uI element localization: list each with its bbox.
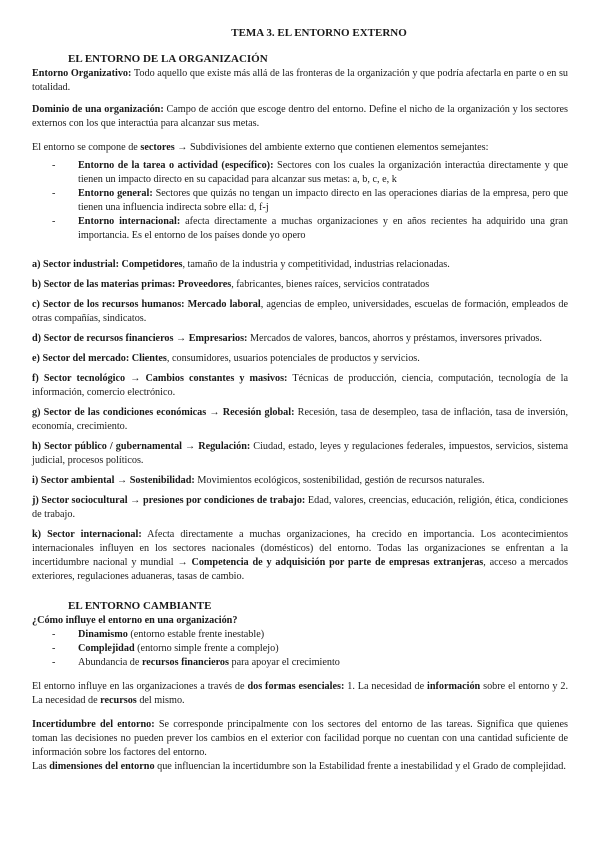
paragraph-sectores: El entorno se compone de sectores → Subdivisiones del ambiente externo que contienen elementos semejantes: (32, 142, 489, 153)
document-page (32, 26, 568, 780)
section-heading-entorno-organizacion: EL ENTORNO DE LA ORGANIZACIÓN (68, 53, 268, 65)
sector-item: f) Sector tecnológico → Cambios constantes y masivos: Técnicas de producción, ciencia, computación, tecnología de la información, comercio electrónico. (32, 373, 568, 398)
page-title: TEMA 3. EL ENTORNO EXTERNO (231, 27, 407, 39)
question-heading: ¿Cómo influye el entorno en una organización? (32, 615, 238, 626)
definition-incertidumbre: Incertidumbre del entorno: Se corresponde principalmente con los sectores del entorno de las tareas. Significa que quienes toman las decisiones no pueden prever los cambios en el exterior con facilidad porque no cuentan con una cantidad suficiente de información sobre los factores del entorno. (32, 719, 568, 758)
section-heading-entorno-cambiante: EL ENTORNO CAMBIANTE (68, 600, 212, 612)
sector-item: g) Sector de las condiciones económicas → Recesión global: Recesión, tasa de desempleo, tasa de inflación, tasa de inversión, economía, crecimiento. (32, 407, 568, 432)
influence-list (32, 628, 568, 670)
sector-item: a) Sector industrial: Competidores, tamaño de la industria y competitividad, industrias relacionadas. (32, 259, 450, 270)
definition-entorno-organizativo: Entorno Organizativo: Todo aquello que existe más allá de las fronteras de la organización y que podría afectarla en parte o en su totalidad. (32, 68, 568, 93)
sector-item: h) Sector público / gubernamental → Regulación: Ciudad, estado, leyes y regulaciones federales, impuestos, servicios, sistema judicial, procesos políticos. (32, 441, 568, 466)
sector-item: b) Sector de las materias primas: Proveedores, fabricantes, bienes raíces, servicios contratados (32, 279, 430, 290)
paragraph-dimensiones: Las dimensiones del entorno que influencian la incertidumbre son la Estabilidad frente a inestabilidad y el Grado de complejidad. (32, 761, 566, 772)
list-item: - Entorno de la tarea o actividad (específico): Sectores con los cuales la organización interactúa directamente y que tienen un impacto directo en su capacidad para alcanzar sus metas: a, b, c, e, k (78, 159, 568, 187)
paragraph-formas-esenciales: El entorno influye en las organizaciones a través de dos formas esenciales: 1. La necesidad de información sobre el entorno y 2. La necesidad de recursos del mismo. (32, 681, 568, 706)
sector-item: i) Sector ambiental → Sostenibilidad: Movimientos ecológicos, sostenibilidad, gestión de recursos naturales. (32, 475, 485, 486)
sector-item: d) Sector de recursos financieros → Empresarios: Mercados de valores, bancos, ahorros y préstamos, inversores privados. (32, 333, 542, 344)
list-item: - Abundancia de recursos financieros para apoyar el crecimiento (78, 656, 568, 670)
sector-item-internacional: k) Sector internacional: Afecta directamente a muchas organizaciones, ha crecido en importancia. Los acontecimientos internacionales influyen en los sectores nacionales (domésticos) del entorno. Todas las organizaciones se enfrentan a la incertidumbre nacional y mundial → Competencia de y adquisición por parte de empresas extranjeras, acceso a mercados exteriores, regulaciones aduaneras, tasas de cambio. (32, 529, 568, 582)
definition-dominio: Dominio de una organización: Campo de acción que escoge dentro del entorno. Define el nicho de la organización y los sectores externos con los que interactúa para alcanzar sus metas. (32, 104, 568, 129)
list-item: - Dinamismo (entorno estable frente inestable) (78, 628, 568, 642)
entorno-types-list (32, 159, 568, 243)
sector-item: c) Sector de los recursos humanos: Mercado laboral, agencias de empleo, universidades, escuelas de formación, empleados de otras compañías, sindicatos. (32, 299, 568, 324)
list-item: - Complejidad (entorno simple frente a complejo) (78, 642, 568, 656)
list-item: - Entorno internacional: afecta directamente a muchas organizaciones y en años recientes ha adquirido una gran importancia. Es el entorno de los países donde yo opero (78, 215, 568, 243)
sector-item: j) Sector sociocultural → presiones por condiciones de trabajo: Edad, valores, creencias, educación, religión, ética, condiciones de trabajo. (32, 495, 568, 520)
list-item: - Entorno general: Sectores que quizás no tengan un impacto directo en las operaciones diarias de la empresa, pero que tienen una influencia indirecta sobre ella: d, f-j (78, 187, 568, 215)
sector-item: e) Sector del mercado: Clientes, consumidores, usuarios potenciales de productos y servicios. (32, 353, 420, 364)
